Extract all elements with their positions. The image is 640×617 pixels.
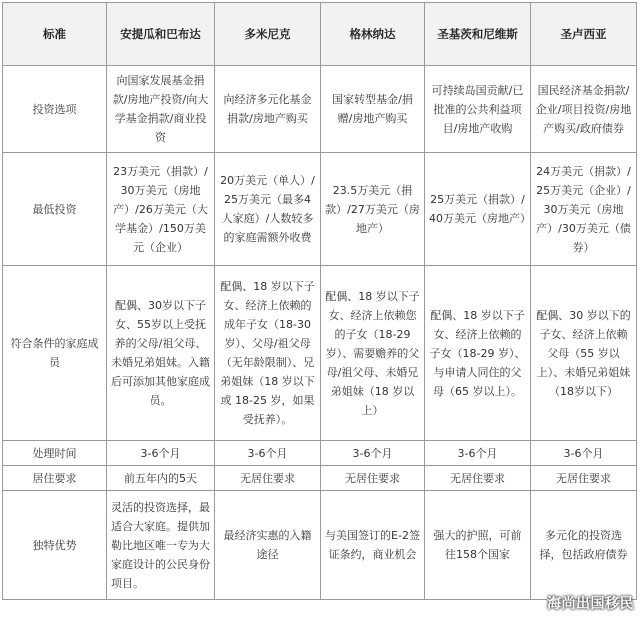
table-cell: 24万美元（捐款）/25万美元（企业）/30万美元（房地产）/30万美元（债券）: [531, 153, 637, 266]
table-cell: 向经济多元化基金捐款/房地产购买: [215, 66, 321, 153]
header-dominica: 多米尼克: [215, 3, 321, 66]
table-cell: 3-6个月: [425, 441, 531, 466]
table-cell: 无居住要求: [321, 466, 425, 491]
header-antigua-barbuda: 安提瓜和巴布达: [107, 3, 215, 66]
table-cell: 强大的护照，可前往158个国家: [425, 491, 531, 600]
table-cell: 3-6个月: [107, 441, 215, 466]
table-cell: 23万美元（捐款）/30万美元（房地产）/26万美元（大学基金）/150万美元（企业）: [107, 153, 215, 266]
table-cell: 与美国签订的E-2签证条约，商业机会: [321, 491, 425, 600]
table-row: [3, 66, 637, 153]
table-cell: 最经济实惠的入籍途径: [215, 491, 321, 600]
table-cell: 配偶、30 岁以下的子女、经济上依赖父母（55 岁以上）、未婚兄弟姐妹（18岁以下）: [531, 266, 637, 441]
table-cell: 多元化的投资选择，包括政府债券: [531, 491, 637, 600]
table-row: [3, 153, 637, 266]
header-row: [3, 3, 637, 66]
table-cell: 向国家发展基金捐款/房地产投资/向大学基金捐款/商业投资: [107, 66, 215, 153]
table-cell: 国家转型基金/捐赠/房地产购买: [321, 66, 425, 153]
table-cell: 3-6个月: [321, 441, 425, 466]
row-label: 符合条件的家庭成员: [3, 266, 107, 441]
table-cell: 无居住要求: [425, 466, 531, 491]
table-cell: 无居住要求: [531, 466, 637, 491]
row-label: 最低投资: [3, 153, 107, 266]
table-cell: 灵活的投资选择，最适合大家庭。提供加勒比地区唯一专为大家庭设计的公民身份项目。: [107, 491, 215, 600]
table-cell: 可持续岛国贡献/已批准的公共利益项目/房地产收购: [425, 66, 531, 153]
table-cell: 配偶、30岁以下子女、55岁以上受抚养的父母/祖父母、未婚兄弟姐妹。入籍后可添加其他家庭成员。: [107, 266, 215, 441]
row-label: 居住要求: [3, 466, 107, 491]
table-cell: 无居住要求: [215, 466, 321, 491]
table-cell: 配偶、18 岁以下子女、经济上依赖的成年子女（18-30岁）、父母/祖父母（无年龄限制）、兄弟姐妹（18 岁以下或 18-25 岁，如果受抚养）。: [215, 266, 321, 441]
table-row: [3, 266, 637, 441]
row-label: 处理时间: [3, 441, 107, 466]
table-cell: 25万美元（捐款）/40万美元（房地产）: [425, 153, 531, 266]
comparison-table: [2, 2, 637, 600]
header-st-kitts-nevis: 圣基茨和尼维斯: [425, 3, 531, 66]
header-st-lucia: 圣卢西亚: [531, 3, 637, 66]
table-row: [3, 491, 637, 600]
row-label: 投资选项: [3, 66, 107, 153]
table-cell: 20万美元（单人）/25万美元（最多4人家庭）/人数较多的家庭需额外收费: [215, 153, 321, 266]
table-cell: 配偶、18 岁以下子女、经济上依赖的子女（18-29 岁）、与申请人同住的父母（65 岁以上）。: [425, 266, 531, 441]
table-cell: 配偶、18 岁以下子女、经济上依赖您的子女（18-29 岁）、需要赡养的父母/祖父母、未婚兄弟姐妹（18 岁以上）: [321, 266, 425, 441]
row-label: 独特优势: [3, 491, 107, 600]
header-grenada: 格林纳达: [321, 3, 425, 66]
table-cell: 3-6个月: [531, 441, 637, 466]
table-cell: 国民经济基金捐款/企业/项目投资/房地产购买/政府债券: [531, 66, 637, 153]
table-cell: 前五年内的5天: [107, 466, 215, 491]
table-cell: 3-6个月: [215, 441, 321, 466]
table-cell: 23.5万美元（捐款）/27万美元（房地产）: [321, 153, 425, 266]
header-standard: 标准: [3, 3, 107, 66]
table-row: [3, 441, 637, 466]
watermark-text: 海尚出国移民: [547, 596, 634, 612]
table-row: [3, 466, 637, 491]
